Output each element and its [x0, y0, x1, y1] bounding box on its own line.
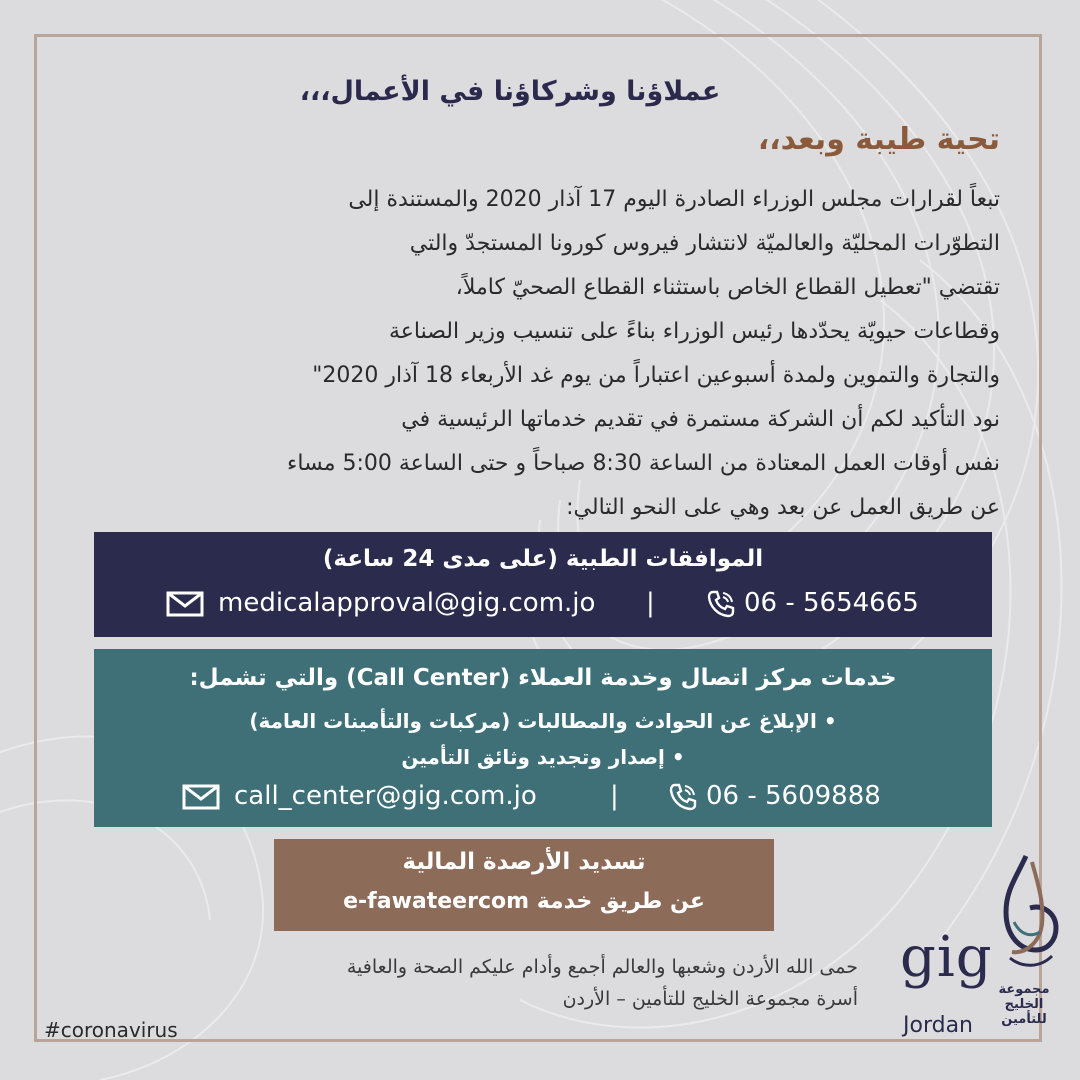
call-center-panel: [94, 649, 992, 827]
call-center-contact-row: [94, 781, 992, 821]
emblem-caption: مجموعة الخليج للتأمين: [998, 982, 1050, 1027]
envelope-icon: [166, 591, 204, 617]
body-line: وقطاعات حيويّة يحدّدها رئيس الوزراء بناءً على تنسيب وزير الصناعة: [388, 319, 1000, 344]
medical-approvals-panel: [94, 532, 992, 637]
envelope-icon: [182, 784, 220, 810]
payment-panel: [274, 839, 774, 931]
medical-contact-row: [94, 588, 992, 628]
contact-separator: |: [646, 588, 655, 618]
body-line: والتجارة والتموين ولمدة أسبوعين اعتباراً من يوم غد الأربعاء 18 آذار 2020": [312, 363, 1000, 388]
call-center-phone-text: 06 - 5609888: [706, 781, 881, 811]
announcement-body: [80, 178, 1000, 530]
medical-phone-text: 06 - 5654665: [744, 588, 919, 618]
body-line: تبعاً لقرارات مجلس الوزراء الصادرة اليوم 17 آذار 2020 والمستندة إلى: [348, 187, 1000, 212]
body-line: تقتضي "تعطيل القطاع الخاص باستثناء القطاع الصحيّ كاملاً،: [455, 275, 1000, 300]
contact-separator: |: [610, 781, 619, 811]
body-line: نود التأكيد لكم أن الشركة مستمرة في تقديم خدماتها الرئيسية في: [401, 407, 1000, 432]
call-center-bullet: • إصدار وتجديد وثائق التأمين: [401, 745, 685, 769]
medical-approvals-title: الموافقات الطبية (على مدى 24 ساعة): [322, 546, 764, 572]
body-line: عن طريق العمل عن بعد وهي على النحو التالي:: [566, 495, 1000, 520]
call-center-bullet: • الإبلاغ عن الحوادث والمطالبات (مركبات والتأمينات العامة): [249, 709, 837, 733]
call-center-email-text: call_center@gig.com.jo: [234, 781, 537, 811]
call-center-phone-link[interactable]: [668, 781, 881, 812]
medical-email-text: medicalapproval@gig.com.jo: [218, 588, 596, 618]
gig-logo: gig: [900, 925, 993, 990]
greeting-heading: عملاؤنا وشركاؤنا في الأعمال،،،: [299, 76, 721, 107]
salutation-heading: تحية طيبة وبعد،،: [757, 122, 1000, 157]
call-center-email-link[interactable]: [182, 781, 537, 811]
body-line: نفس أوقات العمل المعتادة من الساعة 8:30 صباحاً و حتى الساعة 5:00 مساء: [287, 451, 1000, 476]
body-line: التطوّرات المحليّة والعالميّة لانتشار فيروس كورونا المستجدّ والتي: [409, 231, 1000, 256]
gulf-insurance-emblem-icon: [986, 850, 1060, 980]
payment-title: تسديد الأرصدة المالية: [402, 849, 646, 875]
phone-icon: [668, 782, 698, 812]
medical-phone-link[interactable]: [706, 588, 919, 619]
footer-signature: أسرة مجموعة الخليج للتأمين – الأردن: [562, 988, 858, 1010]
call-center-title: خدمات مركز اتصال وخدمة العملاء (Call Center) والتي تشمل:: [189, 665, 897, 691]
phone-icon: [706, 589, 736, 619]
brand-country-label: Jordan: [903, 1013, 973, 1038]
hashtag-link[interactable]: #coronavirus: [44, 1018, 178, 1042]
payment-subtitle: عن طريق خدمة e-fawateercom: [343, 889, 705, 914]
medical-email-link[interactable]: [166, 588, 595, 618]
footer-blessing: حمى الله الأردن وشعبها والعالم أجمع وأدام عليكم الصحة والعافية: [346, 956, 858, 978]
